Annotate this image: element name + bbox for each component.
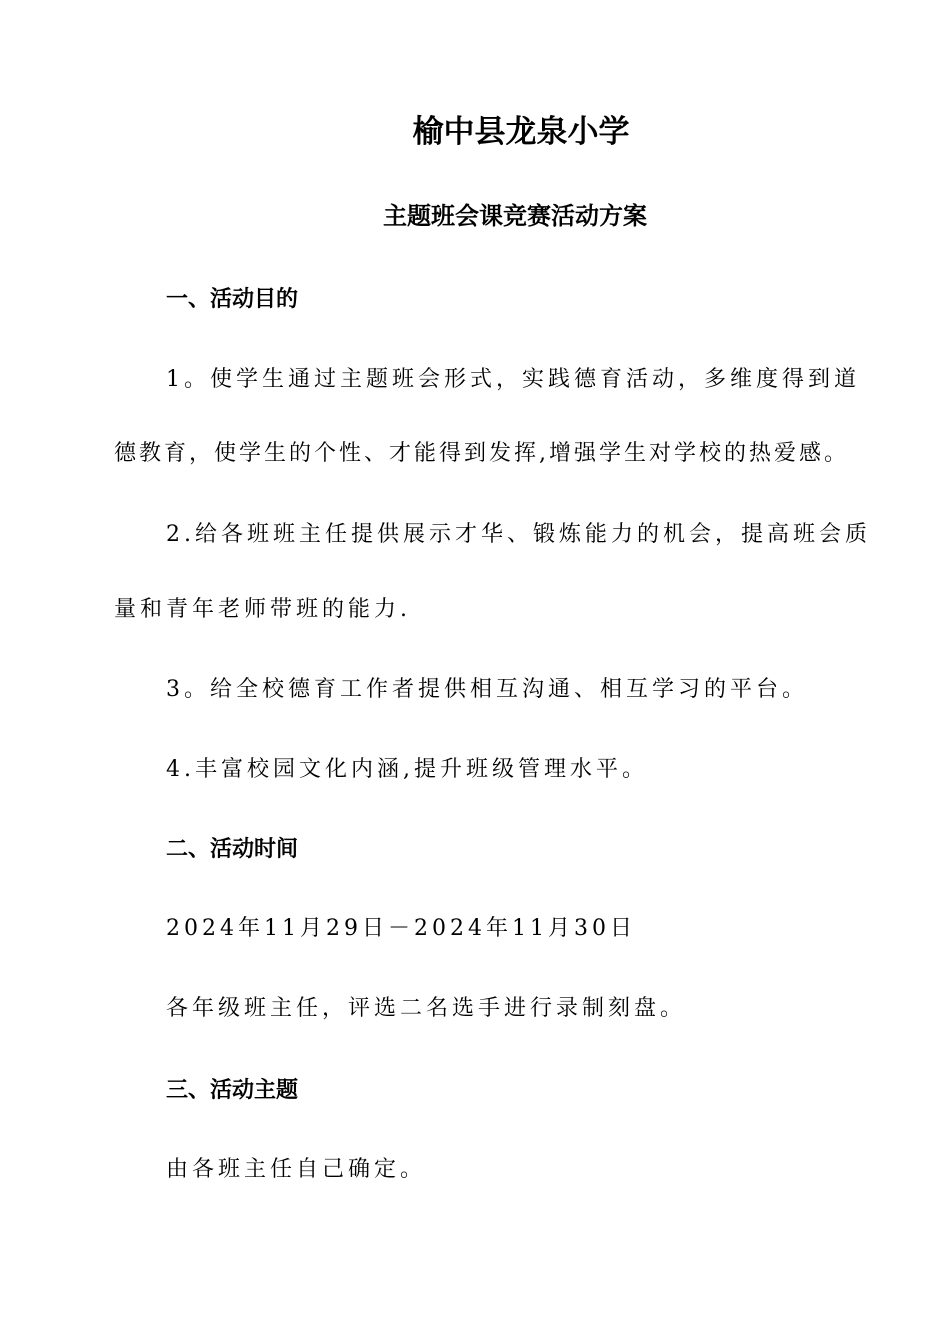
purpose-item-2-line-1: 2.给各班班主任提供展示才华、锻炼能力的机会，提高班会质 bbox=[166, 522, 871, 547]
purpose-item-3: 3。给全校德育工作者提供相互沟通、相互学习的平台。 bbox=[166, 677, 808, 702]
purpose-item-1-line-1: 1。使学生通过主题班会形式，实践德育活动，多维度得到道 bbox=[166, 367, 860, 392]
activity-date-range: 2024年11月29日－2024年11月30日 bbox=[166, 916, 636, 941]
section-heading-purpose: 一、活动目的 bbox=[166, 287, 299, 312]
school-title: 榆中县龙泉小学 bbox=[412, 114, 630, 150]
section-heading-time: 二、活动时间 bbox=[166, 837, 299, 862]
plan-title: 主题班会课竞赛活动方案 bbox=[383, 202, 647, 230]
activity-theme-text: 由各班主任自己确定。 bbox=[166, 1157, 427, 1182]
purpose-item-4: 4.丰富校园文化内涵,提升班级管理水平。 bbox=[166, 757, 648, 782]
activity-participants: 各年级班主任，评选二名选手进行录制刻盘。 bbox=[166, 996, 687, 1021]
purpose-item-1-line-2: 德教育，使学生的个性、才能得到发挥,增强学生对学校的热爱感。 bbox=[114, 441, 849, 466]
section-heading-theme: 三、活动主题 bbox=[166, 1078, 299, 1103]
purpose-item-2-line-2: 量和青年老师带班的能力. bbox=[114, 597, 411, 622]
